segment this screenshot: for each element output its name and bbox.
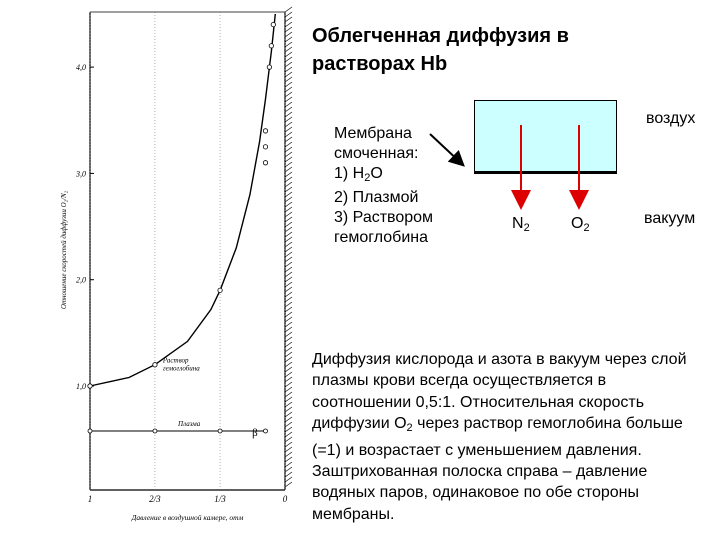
hatch-line xyxy=(285,427,292,432)
membrane-item-3-cont: гемоглобина xyxy=(334,229,429,246)
hb-data-point xyxy=(267,65,271,69)
hatch-line xyxy=(285,297,292,302)
hatch-line xyxy=(285,262,292,267)
diffusion-arrows xyxy=(500,120,600,220)
hatch-line xyxy=(285,287,292,292)
hatch-line xyxy=(285,87,292,92)
hatch-line xyxy=(285,382,292,387)
n2-label: $N_2$ xyxy=(512,215,530,234)
hatch-line xyxy=(285,137,292,142)
hb-data-point xyxy=(263,129,267,133)
hatch-line xyxy=(285,197,292,202)
hatch-line xyxy=(285,142,292,147)
hb-data-point xyxy=(263,145,267,149)
hatch-line xyxy=(285,327,292,332)
hatch-line xyxy=(285,317,292,322)
hatch-line xyxy=(285,472,292,477)
hatch-line xyxy=(285,457,292,462)
hatch-line xyxy=(285,402,292,407)
hatch-line xyxy=(285,22,292,27)
hatch-line xyxy=(285,12,292,17)
y-tick-label: 1,0 xyxy=(76,382,86,391)
hatch-line xyxy=(285,217,292,222)
hatch-line xyxy=(285,452,292,457)
hatch-line xyxy=(285,267,292,272)
hb-data-point xyxy=(269,44,273,48)
membrane-item-3: 3) Раствором xyxy=(334,209,434,226)
hatch-line xyxy=(285,57,292,62)
hatch-line xyxy=(285,147,292,152)
hatch-line xyxy=(285,152,292,157)
vacuum-label: вакуум xyxy=(644,210,696,227)
hatch-line xyxy=(285,82,292,87)
chart-text xyxy=(60,63,288,522)
hatch-line xyxy=(285,247,292,252)
hatch-line xyxy=(285,167,292,172)
hatch-line xyxy=(285,442,292,447)
hb-data-point xyxy=(263,161,267,165)
hatch-line xyxy=(285,122,292,127)
hatch-line xyxy=(285,207,292,212)
o2-label: $O_2$ xyxy=(571,215,590,234)
slide-title: Облегченная диффузия в растворах Hb xyxy=(312,25,569,75)
hatch-line xyxy=(285,72,292,77)
hatch-line xyxy=(285,32,292,37)
x-tick-label: 1/3 xyxy=(214,494,226,504)
hatch-line xyxy=(285,257,292,262)
hatch-line xyxy=(285,27,292,32)
hatch-line xyxy=(285,202,292,207)
y-axis-label: Отношение скоростей диффузии O₂/N₂ xyxy=(60,190,68,310)
hatch-line xyxy=(285,192,292,197)
plasma-series-label: Плазма xyxy=(178,420,201,428)
hatch-line xyxy=(285,7,292,12)
hatch-line xyxy=(285,157,292,162)
hatch-line xyxy=(285,332,292,337)
hatch-line xyxy=(285,117,292,122)
hb-curve xyxy=(90,14,275,386)
hb-data-point xyxy=(271,22,275,26)
air-label: воздух xyxy=(646,110,696,127)
hatch-line xyxy=(285,162,292,167)
hb-data-point xyxy=(88,384,92,388)
chart-frame xyxy=(90,7,292,490)
hatch-line xyxy=(285,67,292,72)
hatch-line xyxy=(285,42,292,47)
hatch-line xyxy=(285,47,292,52)
y-tick-label: 3,0 xyxy=(76,169,86,179)
hatch-line xyxy=(285,272,292,277)
hatch-line xyxy=(285,342,292,347)
hatch-line xyxy=(285,417,292,422)
hatch-line xyxy=(285,312,292,317)
hatch-line xyxy=(285,187,292,192)
hatch-line xyxy=(285,97,292,102)
hatch-line xyxy=(285,397,292,402)
hatch-line xyxy=(285,302,292,307)
hatch-line xyxy=(285,182,292,187)
hatch-line xyxy=(285,37,292,42)
hatch-line xyxy=(285,337,292,342)
hatch-line xyxy=(285,242,292,247)
y-tick-label: 2,0 xyxy=(76,275,86,285)
hatch-line xyxy=(285,407,292,412)
membrane-item-1: 1) $H_2O$ xyxy=(334,165,383,184)
hatch-line xyxy=(285,307,292,312)
hatch-line xyxy=(285,237,292,242)
hatch-line xyxy=(285,77,292,82)
hatch-line xyxy=(285,477,292,482)
x-tick-label: 1 xyxy=(87,494,93,504)
hatch-line xyxy=(285,107,292,112)
hatch-line xyxy=(285,412,292,417)
hatch-line xyxy=(285,392,292,397)
hatch-line xyxy=(285,52,292,57)
x-tick-label: 0 xyxy=(282,494,288,504)
membrane-item-2: 2) Плазмой xyxy=(334,189,419,206)
hb-data-point xyxy=(218,288,222,292)
hatch-line xyxy=(285,282,292,287)
plasma-data-point xyxy=(264,429,268,433)
hatch-line xyxy=(285,252,292,257)
hatch-line xyxy=(285,212,292,217)
diffusion-chart xyxy=(0,0,300,540)
hatch-line xyxy=(285,447,292,452)
hatch-line xyxy=(285,357,292,362)
plasma-data-point xyxy=(153,429,157,433)
hatch-line xyxy=(285,322,292,327)
annotation-b: β xyxy=(252,427,258,439)
x-axis-label: Давление в воздушной камере, отм xyxy=(131,513,244,522)
hatch-line xyxy=(285,112,292,117)
hb-data-point xyxy=(153,363,157,367)
hatch-line xyxy=(285,467,292,472)
x-tick-label: 2/3 xyxy=(149,494,161,504)
hatch-line xyxy=(285,372,292,377)
hatch-line xyxy=(285,432,292,437)
hatch-line xyxy=(285,132,292,137)
hatch-line xyxy=(285,17,292,22)
hb-series-label-2: гемоглобина xyxy=(162,364,200,373)
hatch-line xyxy=(285,222,292,227)
hatch-line xyxy=(285,347,292,352)
y-tick-label: 4,0 xyxy=(76,63,86,73)
hatch-line xyxy=(285,377,292,382)
hatch-line xyxy=(285,462,292,467)
hatch-line xyxy=(285,352,292,357)
hatch-line xyxy=(285,232,292,237)
hatch-line xyxy=(285,92,292,97)
hatch-line xyxy=(285,292,292,297)
plasma-data-point xyxy=(218,429,222,433)
plasma-data-point xyxy=(88,429,92,433)
hatch-line xyxy=(285,482,292,487)
hatch-line xyxy=(285,277,292,282)
hatch-line xyxy=(285,172,292,177)
hatch-line xyxy=(285,62,292,67)
hatch-line xyxy=(285,387,292,392)
hatch-line xyxy=(285,362,292,367)
hb-series-label: Раствор xyxy=(162,356,189,365)
hatch-line xyxy=(285,127,292,132)
hatch-line xyxy=(285,227,292,232)
hatch-line xyxy=(285,422,292,427)
hatch-line xyxy=(285,177,292,182)
membrane-wetted: смоченная: xyxy=(334,145,419,162)
hatch-line xyxy=(285,437,292,442)
hatch-line xyxy=(285,102,292,107)
hatch-line xyxy=(285,367,292,372)
membrane-label: Мембрана xyxy=(334,125,412,142)
pointer-arrow xyxy=(420,120,480,180)
description-text: Диффузия кислорода и азота в вакуум через слой плазмы крови всегда осуществляется в соотношении 0,5:1. Относительная скорость диффузии $O_2$ через раствор гемоглобина больше (=1) и возрастает с уменьшением давления. Заштрихованная полоска справа – давление водяных паров, одинаковое по обе стороны мембраны. xyxy=(312,351,687,523)
